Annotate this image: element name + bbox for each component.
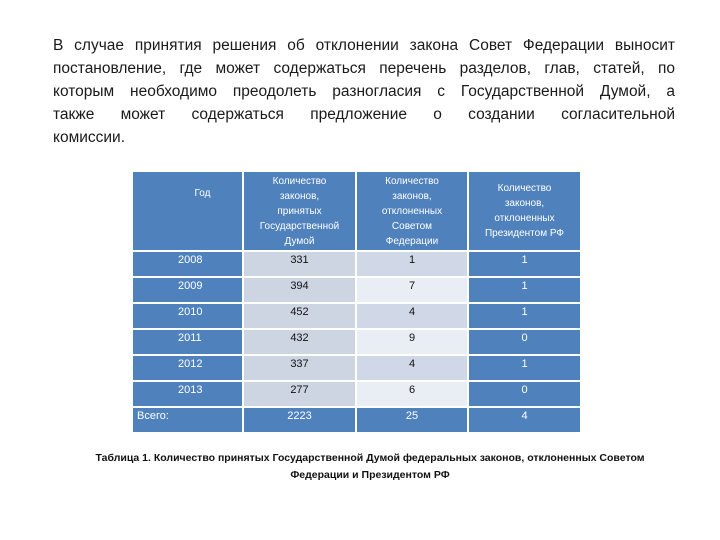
cell-year [133,382,244,406]
cell-text: 331 [290,254,309,266]
cell-text: 2011 [178,332,202,344]
table-caption [60,450,680,484]
table-row [133,278,580,304]
cell-year [133,408,244,432]
header-president-rejected: Количество законов, отклоненных Президентом РФ [469,172,580,250]
cell-president-rejected [469,408,580,432]
cell-text: 6 [408,384,416,396]
header-duma-passed: Количество законов, принятых Государственной Думой [244,172,357,250]
cell-text: 394 [290,280,309,292]
cell-president-rejected [469,382,580,406]
cell-president-rejected [469,252,580,276]
cell-text: 1 [521,358,528,370]
cell-year [133,356,244,380]
cell-federation-rejected [357,356,469,380]
cell-text: 1 [521,306,528,318]
cell-duma-passed [244,278,357,302]
paragraph-line: комиссии. [53,129,126,146]
cell-text: 25 [405,410,419,422]
cell-text: 4 [408,358,416,370]
cell-text: 4 [521,410,528,422]
cell-text: 452 [290,306,309,318]
table-row [133,252,580,278]
cell-text: 1 [521,280,528,292]
cell-text: 4 [408,306,416,318]
paragraph-line: которым необходимо преодолеть разногласия с Государственной Думой, а [53,83,675,100]
cell-text: 2010 [178,306,203,318]
cell-federation-rejected [357,252,469,276]
cell-president-rejected [469,330,580,354]
cell-text: 7 [408,280,416,292]
table-total-row [133,408,580,434]
caption-line: Таблица 1. Количество принятых Государственной Думой федеральных законов, отклоненных Советом [95,452,645,464]
cell-text: 2223 [287,410,312,422]
header-federation-rejected: Количество законов, отклоненных Советом Федерации [357,172,469,250]
table-header-row [133,172,580,252]
cell-duma-passed [244,252,357,276]
cell-federation-rejected [357,382,469,406]
cell-text: Всего: [137,410,169,422]
cell-text: 9 [408,332,416,344]
cell-federation-rejected [357,304,469,328]
cell-text: 0 [521,384,528,396]
cell-duma-passed [244,382,357,406]
cell-text: 2009 [178,280,203,292]
cell-text: 277 [290,384,309,396]
table-row [133,330,580,356]
cell-president-rejected [469,278,580,302]
cell-year [133,330,244,354]
cell-federation-rejected [357,408,469,432]
cell-federation-rejected [357,278,469,302]
cell-text: 2012 [178,358,203,370]
cell-text: 1 [408,254,416,266]
cell-duma-passed [244,330,357,354]
table-row [133,382,580,408]
table-row [133,356,580,382]
paragraph-line: В случае принятия решения об отклонении закона Совет Федерации выносит [53,37,675,54]
cell-year [133,304,244,328]
caption-line: Федерации и Президентом РФ [290,469,450,481]
cell-duma-passed [244,356,357,380]
cell-text: 432 [290,332,309,344]
cell-text: 2008 [178,254,203,266]
header-year: Год [133,172,244,250]
cell-duma-passed [244,408,357,432]
cell-federation-rejected [357,330,469,354]
table-row [133,304,580,330]
cell-text: 0 [521,332,528,344]
cell-text: 337 [290,358,309,370]
cell-year [133,252,244,276]
cell-text: 1 [521,254,528,266]
body-paragraph [53,34,675,149]
cell-text: 2013 [178,384,203,396]
cell-president-rejected [469,356,580,380]
cell-year [133,278,244,302]
paragraph-line: также может содержаться предложение о создании согласительной [53,106,675,123]
cell-president-rejected [469,304,580,328]
laws-table [133,172,580,434]
paragraph-line: постановление, где может содержаться перечень разделов, глав, статей, по [53,60,675,77]
cell-duma-passed [244,304,357,328]
